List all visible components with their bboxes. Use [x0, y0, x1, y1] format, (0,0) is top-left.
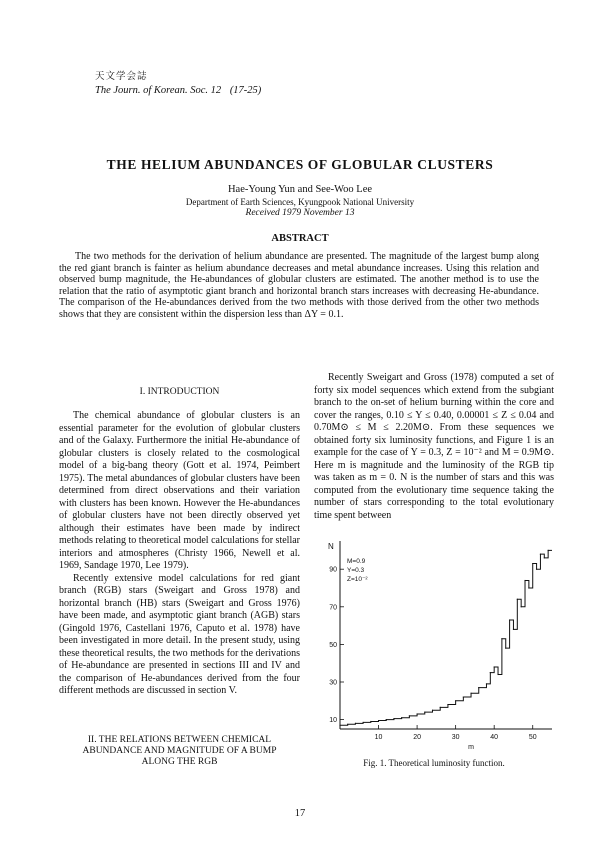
journal-pages: (17-25) — [229, 85, 262, 96]
journal-name-japanese: 天文学会誌 — [95, 72, 148, 82]
data-point-8 — [401, 717, 402, 718]
received-date: Received 1979 November 13 — [245, 208, 355, 218]
intro-paragraph-2: Recently extensive model calculations for red giant branch (RGB) stars (Sweigart and Gross 1978) and horizontal branch (HB) stars (Sweigart and Gross 1976) have been made, and asymptotic giant branch (AGB) stars (Gingold 1976, Castellani 1976, Caputo et al. 1978) have been investigated in more detail. In the present study, using these theoretical results, the two methods for the derivations of He-abundance are presented in sections III and IV and the comparison of He-abundances derived from the four different methods are discussed in section V. — [59, 572, 300, 696]
x-tick-label-4: 50 — [528, 734, 537, 741]
data-point-33 — [540, 554, 541, 555]
data-point-16 — [463, 696, 464, 697]
data-point-30 — [528, 587, 529, 588]
data-point-35 — [548, 550, 549, 551]
legend-line-2: Z=10⁻² — [347, 576, 368, 583]
data-point-3 — [363, 722, 364, 723]
legend-line-1: Y=0.3 — [347, 567, 365, 574]
data-point-24 — [505, 648, 506, 649]
x-tick-label-2: 30 — [451, 734, 460, 741]
data-point-25 — [509, 619, 510, 620]
data-point-0 — [339, 725, 340, 726]
y-axis-label: N — [328, 542, 334, 551]
data-point-19 — [486, 683, 487, 684]
x-tick-label-3: 40 — [490, 734, 499, 741]
y-tick-label-1: 30 — [329, 679, 337, 687]
data-point-10 — [416, 713, 417, 714]
y-tick-label-3: 70 — [329, 604, 337, 612]
x-tick-label-1: 20 — [413, 734, 421, 741]
y-tick-label-2: 50 — [329, 641, 337, 649]
data-point-31 — [532, 563, 533, 564]
data-point-15 — [455, 700, 456, 701]
x-axis-label: m — [468, 744, 474, 751]
intro-paragraph-1: The chemical abundance of globular clusters is an essential parameter for the evolution of globular clusters and of the Galaxy. Furthermore the initial He-abundance of globular clusters is closely related to the cosmological model of a big-bang theory (Gott et al. 1974, Peimbert 1975). The metal abundances of globular clusters have been determined from direct observations and their variation with clusters has been known. However the He-abundances of globular clusters have not been directly observed yet although their estimates have been made by indirect methods relating to theoretical model calculations for stellar interiors and atmospheres (Christy 1966, Newell et al. 1969, Sandage 1970, Lee 1979). — [59, 410, 300, 571]
data-point-20 — [490, 672, 491, 673]
x-tick-label-0: 10 — [374, 734, 383, 741]
data-point-18 — [478, 687, 479, 688]
data-point-21 — [494, 666, 495, 667]
luminosity-function-line — [340, 550, 552, 725]
data-point-13 — [440, 707, 441, 708]
data-point-7 — [393, 718, 394, 719]
data-point-12 — [432, 710, 433, 711]
legend-line-0: M=0.9 — [347, 558, 366, 565]
section2-heading-line2: ABUNDANCE AND MAGNITUDE OF A BUMP — [82, 746, 277, 756]
data-point-34 — [544, 557, 545, 558]
y-tick-label-0: 10 — [329, 717, 337, 725]
data-point-22 — [497, 674, 498, 675]
figure-caption: Fig. 1. Theoretical luminosity function. — [363, 758, 505, 768]
data-point-32 — [536, 569, 537, 570]
introduction-body — [59, 410, 300, 698]
page-number: 17 — [294, 808, 306, 819]
luminosity-function-figure — [314, 533, 560, 755]
journal-header — [95, 71, 261, 97]
section-heading-relations — [59, 735, 300, 768]
data-point-5 — [378, 720, 379, 721]
data-point-29 — [524, 580, 525, 581]
data-point-2 — [355, 723, 356, 724]
abstract-text: The two methods for the derivation of helium abundance are presented. The magnitude of the largest bump along the red giant branch is fainter as helium abundance decreases and metal abundance increases. Using this relation and observed bump magnitude, the He-abundances of globular clusters are estimated. The another method is to use the relation that the ratio of asymptotic giant branch and horizontal branch stars increases with decreasing He-abundance. The comparison of the He-abundances derived from the two methods with those derived from the other two methods shows that they are consistent within the dispersion less than ΔY = 0.1. — [59, 251, 539, 320]
data-point-6 — [386, 719, 387, 720]
data-point-17 — [470, 693, 471, 694]
right-paragraph-1: Recently Sweigart and Gross (1978) computed a set of forty six model sequences which extend from the subgiant branch to the on-set of helium burning within the core and cover the ranges, 0.10 ≤ Y ≤ 0.40, 0.00001 ≤ Z ≤ 0.04 and 0.70M⊙ ≤ M ≤ 2.20M⊙. From these sequences we obtained forty six luminosity functions, and Figure 1 is an example for the case of Y = 0.3, Z = 10⁻² and M = 0.9M⊙. Here m is magnitude and the luminosity of the RGB tip was taken as m = 0. N is the number of stars and this was computed from the evolutionary time sequence taking the number of stars corresponding to the total evolutionary time spent between — [314, 372, 554, 521]
data-point-11 — [424, 711, 425, 712]
chart-area — [328, 541, 552, 751]
paper-title: THE HELIUM ABUNDANCES OF GLOBULAR CLUSTERS — [106, 157, 494, 172]
data-point-26 — [513, 629, 514, 630]
data-point-9 — [409, 715, 410, 716]
affiliation: Department of Earth Sciences, Kyungpook National University — [185, 197, 415, 207]
data-point-4 — [370, 721, 371, 722]
data-point-23 — [501, 638, 502, 639]
journal-name: The Journ. of Korean. Soc. 12 — [95, 85, 222, 96]
data-point-1 — [347, 724, 348, 725]
right-column-body — [314, 372, 554, 522]
abstract-heading: ABSTRACT — [271, 233, 329, 244]
data-point-28 — [521, 606, 522, 607]
authors: Hae-Young Yun and See-Woo Lee — [227, 184, 373, 195]
data-point-27 — [517, 599, 518, 600]
section-heading-introduction: I. INTRODUCTION — [139, 387, 220, 397]
section2-heading-line3: ALONG THE RGB — [141, 757, 218, 767]
data-point-14 — [447, 704, 448, 705]
y-tick-label-4: 90 — [329, 566, 337, 574]
section2-heading-line1: II. THE RELATIONS BETWEEN CHEMICAL — [87, 735, 272, 745]
